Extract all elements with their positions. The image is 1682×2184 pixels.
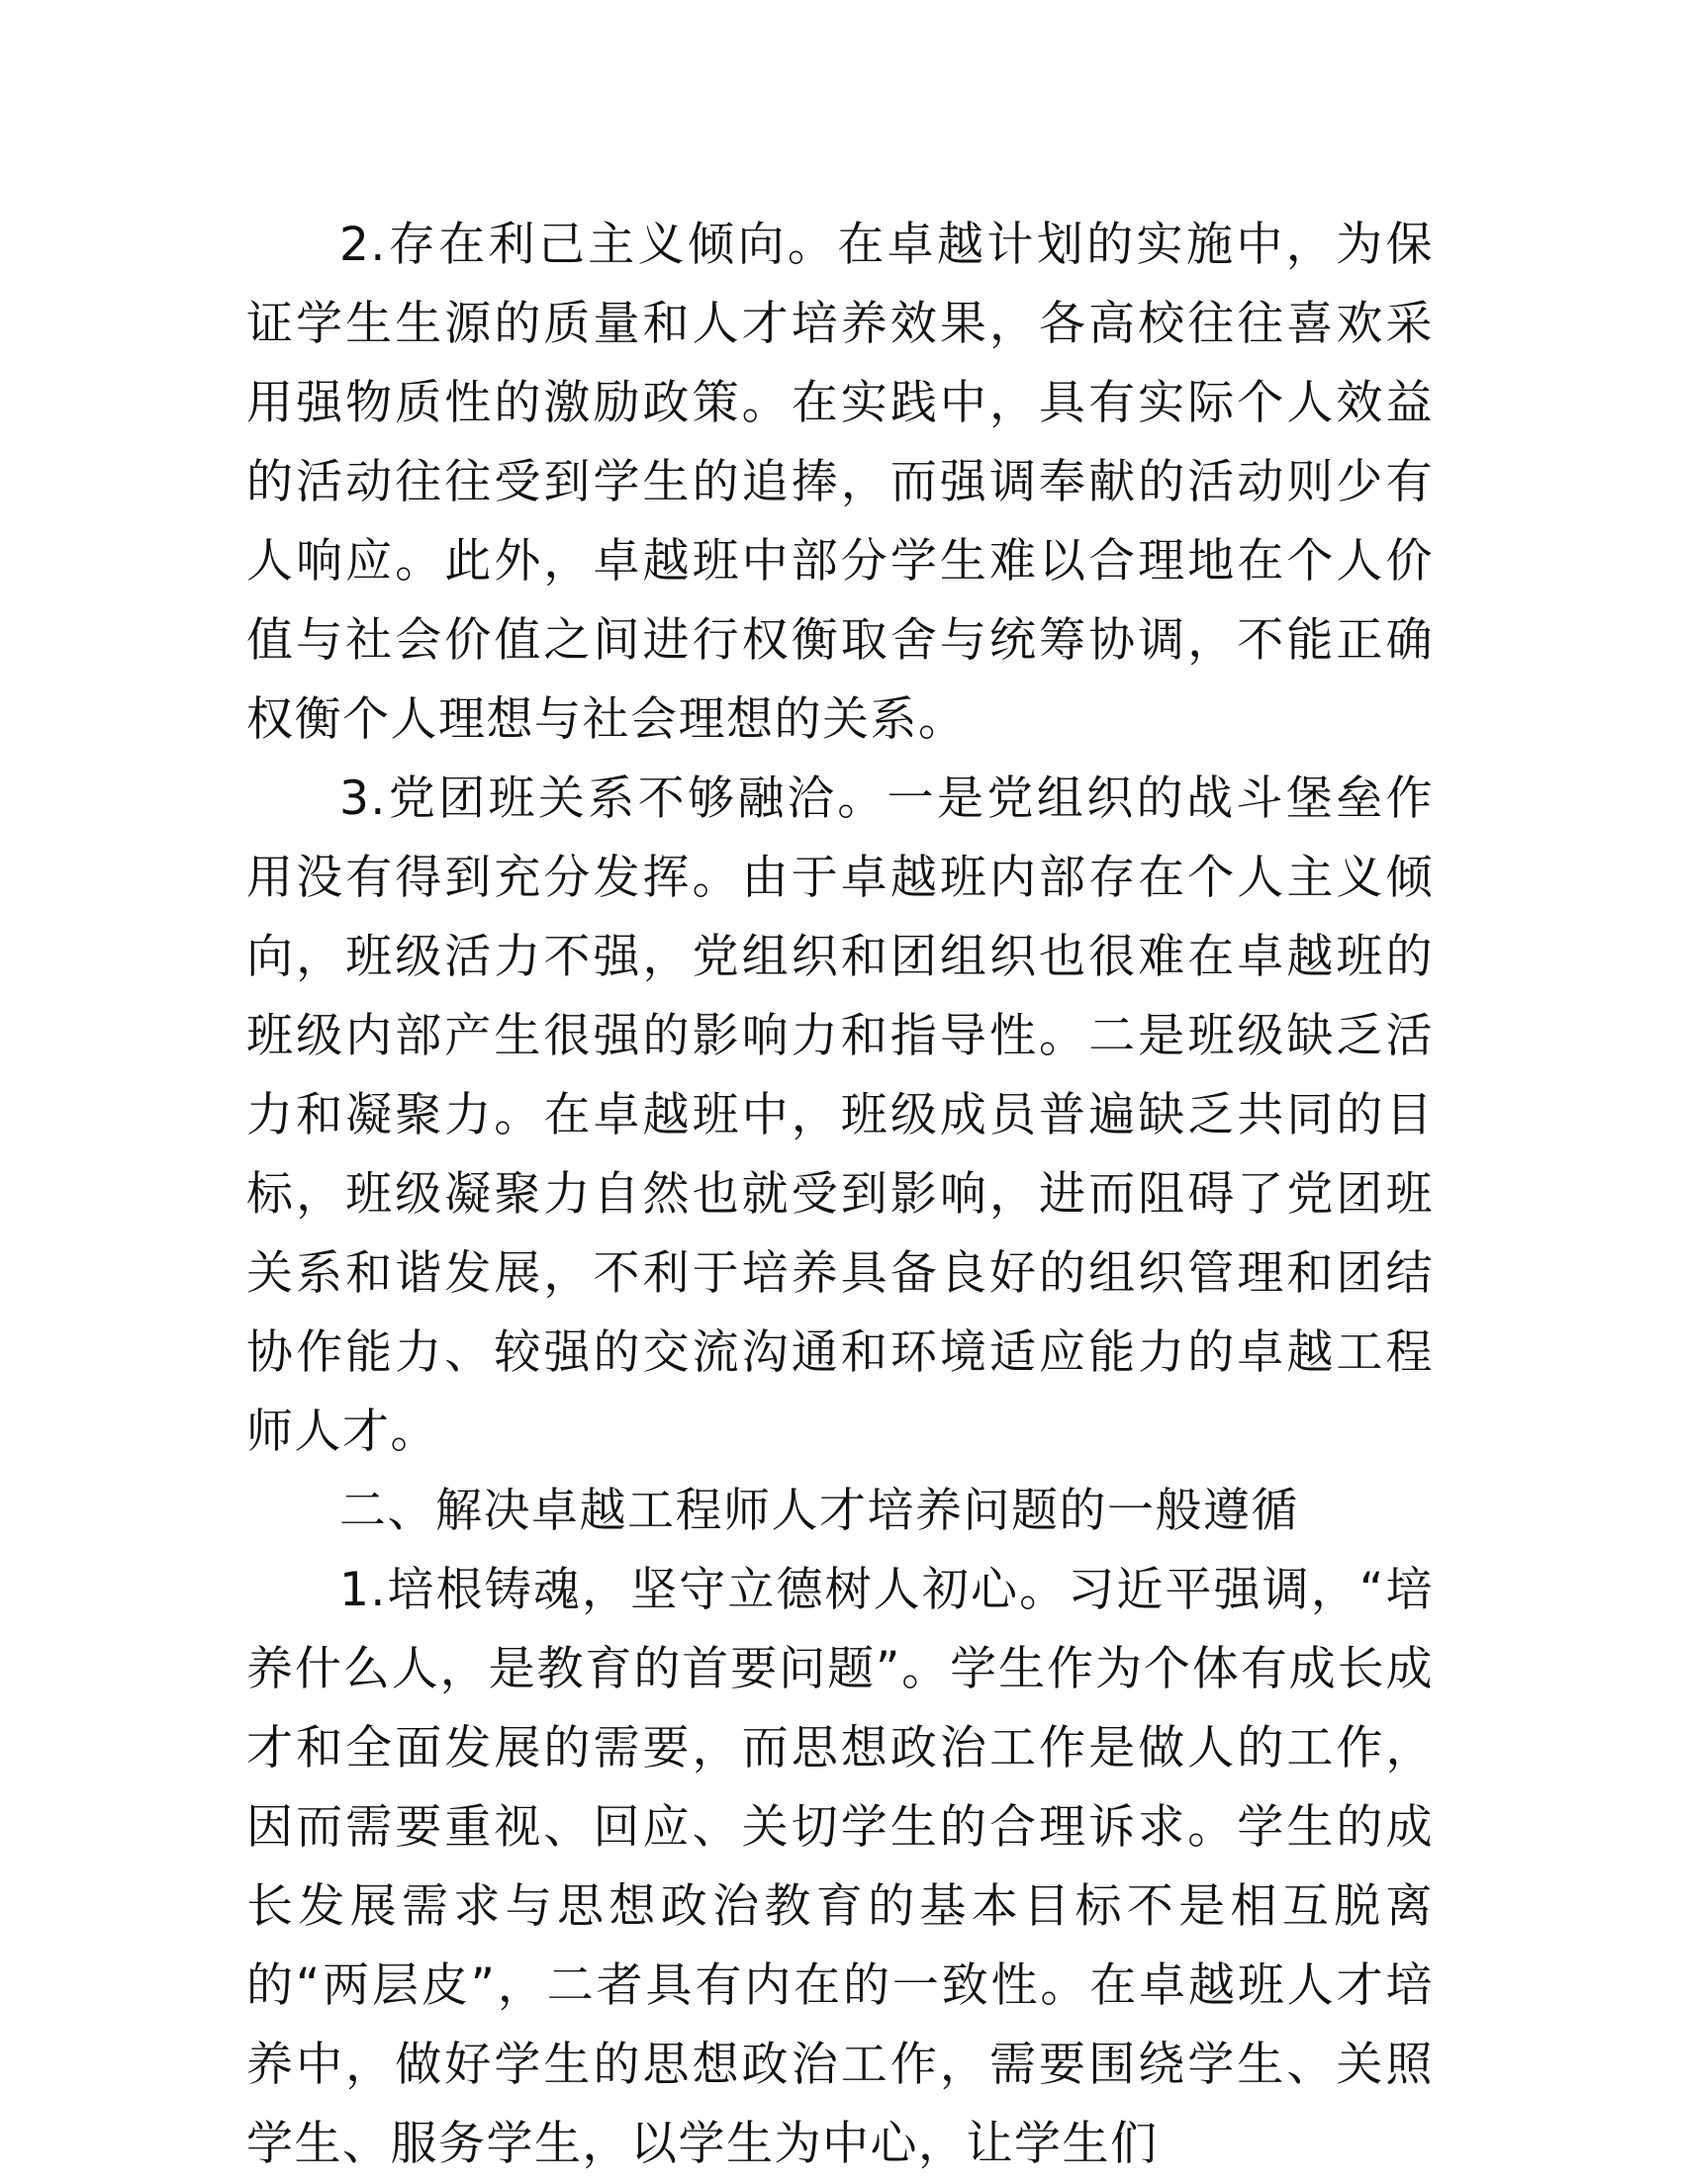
paragraph-cultivate-roots: 1.培根铸魂，坚守立德树人初心。习近平强调，“培养什么人，是教育的首要问题”。学生作为个体有成长成才和全面发展的需要，而思想政治工作是做人的工作，因而需要重视、回应、关切学生的合理诉求。学生的成长发展需求与思想政治教育的基本目标不是相互脱离的“两层皮”，二者具有内在的一致性。在卓越班人才培养中，做好学生的思想政治工作，需要围绕学生、关照学生、服务学生，以学生为中心，让学生们 — [246, 1563, 1434, 2171]
paragraph-egoism-tendency: 2.存在利己主义倾向。在卓越计划的实施中，为保证学生生源的质量和人才培养效果，各高校往往喜欢采用强物质性的激励政策。在实践中，具有实际个人效益的活动往往受到学生的追捧，而强调奉献的活动则少有人响应。此外，卓越班中部分学生难以合理地在个人价值与社会价值之间进行权衡取舍与统筹协调，不能正确权衡个人理想与社会理想的关系。 — [246, 218, 1434, 747]
section-heading: 二、解决卓越工程师人才培养问题的一般遵循 — [339, 1484, 1299, 1538]
paragraph-party-class-relations: 3.党团班关系不够融洽。一是党组织的战斗堡垒作用没有得到充分发挥。由于卓越班内部存在个人主义倾向，班级活力不强，党组织和团组织也很难在卓越班的班级内部产生很强的影响力和指导性。二是班级缺乏活力和凝聚力。在卓越班中，班级成员普遍缺乏共同的目标，班级凝聚力自然也就受到影响，进而阻碍了党团班关系和谐发展，不利于培养具备良好的组织管理和团结协作能力、较强的交流沟通和环境适应能力的卓越工程师人才。 — [246, 772, 1434, 1459]
document-body — [246, 206, 1434, 2184]
